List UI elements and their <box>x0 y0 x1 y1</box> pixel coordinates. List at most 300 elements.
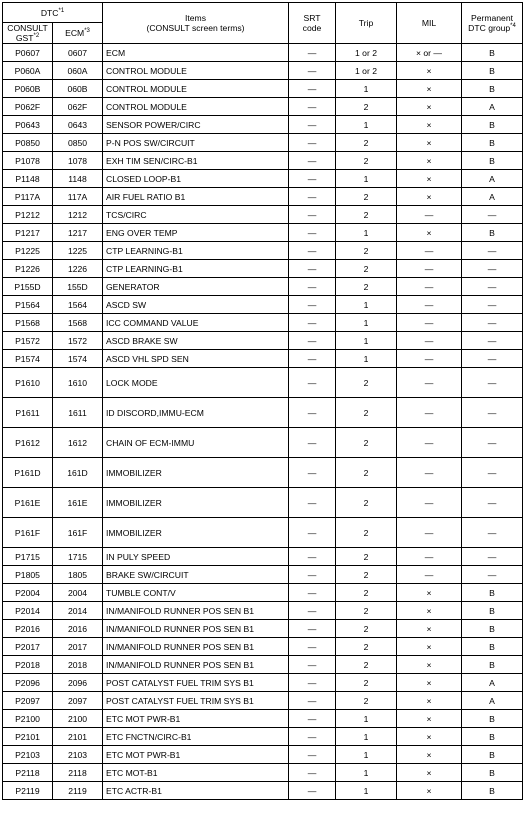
consult-gst-cell: P1212 <box>3 206 53 224</box>
trip-cell: 1 <box>336 728 397 746</box>
srt-code-cell: — <box>289 518 336 548</box>
srt-code-cell: — <box>289 98 336 116</box>
table-row <box>3 332 523 350</box>
consult-gst-cell: P1572 <box>3 332 53 350</box>
trip-cell: 2 <box>336 458 397 488</box>
mil-cell: × <box>397 152 462 170</box>
trip-header: Trip <box>336 3 397 44</box>
consult-gst-cell: P161F <box>3 518 53 548</box>
table-row <box>3 170 523 188</box>
mil-cell: × <box>397 98 462 116</box>
srt-code-cell: — <box>289 656 336 674</box>
srt-code-cell: — <box>289 152 336 170</box>
permanent-dtc-group-cell: — <box>462 566 523 584</box>
consult-gst-cell: P2014 <box>3 602 53 620</box>
ecm-code-cell: 2097 <box>53 692 103 710</box>
ecm-code-cell: 1564 <box>53 296 103 314</box>
srt-code-cell: — <box>289 458 336 488</box>
trip-cell: 1 <box>336 80 397 98</box>
consult-gst-cell: P2100 <box>3 710 53 728</box>
consult-gst-cell: P2004 <box>3 584 53 602</box>
mil-cell: — <box>397 458 462 488</box>
consult-gst-cell: P0850 <box>3 134 53 152</box>
srt-code-cell: — <box>289 116 336 134</box>
permanent-dtc-group-cell: B <box>462 80 523 98</box>
ecm-code-cell: 2100 <box>53 710 103 728</box>
consult-gst-cell: P2103 <box>3 746 53 764</box>
consult-gst-cell: P1805 <box>3 566 53 584</box>
mil-cell: × <box>397 188 462 206</box>
consult-gst-cell: P2101 <box>3 728 53 746</box>
mil-cell: × or — <box>397 44 462 62</box>
consult-gst-cell: P0607 <box>3 44 53 62</box>
item-cell: ETC FNCTN/CIRC-B1 <box>103 728 289 746</box>
permanent-dtc-group-cell: B <box>462 782 523 800</box>
mil-cell: × <box>397 746 462 764</box>
mil-cell: — <box>397 314 462 332</box>
trip-cell: 2 <box>336 656 397 674</box>
permanent-dtc-group-cell: — <box>462 518 523 548</box>
mil-cell: — <box>397 428 462 458</box>
consult-gst-cell: P2119 <box>3 782 53 800</box>
ecm-code-cell: 2118 <box>53 764 103 782</box>
trip-cell: 2 <box>336 602 397 620</box>
ecm-code-cell: 0607 <box>53 44 103 62</box>
trip-cell: 1 <box>336 746 397 764</box>
ecm-code-cell: 060B <box>53 80 103 98</box>
permanent-dtc-group-cell: — <box>462 368 523 398</box>
permanent-dtc-group-cell: A <box>462 692 523 710</box>
item-cell: IN PULY SPEED <box>103 548 289 566</box>
srt-code-cell: — <box>289 548 336 566</box>
table-row <box>3 764 523 782</box>
trip-cell: 2 <box>336 548 397 566</box>
item-cell: IMMOBILIZER <box>103 458 289 488</box>
mil-cell: — <box>397 242 462 260</box>
mil-cell: — <box>397 296 462 314</box>
item-cell: BRAKE SW/CIRCUIT <box>103 566 289 584</box>
consult-gst-cell: P2017 <box>3 638 53 656</box>
srt-code-cell: — <box>289 80 336 98</box>
ecm-code-cell: 1217 <box>53 224 103 242</box>
srt-code-cell: — <box>289 62 336 80</box>
trip-cell: 1 <box>336 350 397 368</box>
mil-cell: × <box>397 656 462 674</box>
srt-code-cell: — <box>289 170 336 188</box>
mil-cell: × <box>397 710 462 728</box>
srt-code-cell: — <box>289 782 336 800</box>
srt-code-cell: — <box>289 746 336 764</box>
permanent-dtc-group-cell: A <box>462 188 523 206</box>
trip-cell: 1 or 2 <box>336 44 397 62</box>
ecm-code-cell: 1226 <box>53 260 103 278</box>
table-row <box>3 548 523 566</box>
mil-cell: — <box>397 368 462 398</box>
permanent-dtc-group-cell: B <box>462 116 523 134</box>
mil-cell: — <box>397 566 462 584</box>
srt-code-cell: — <box>289 398 336 428</box>
srt-code-cell: — <box>289 224 336 242</box>
table-header <box>3 3 523 44</box>
trip-cell: 2 <box>336 638 397 656</box>
srt-code-cell: — <box>289 188 336 206</box>
permanent-dtc-group-cell: — <box>462 398 523 428</box>
consult-gst-cell: P1568 <box>3 314 53 332</box>
consult-gst-cell: P1078 <box>3 152 53 170</box>
ecm-code-cell: 2119 <box>53 782 103 800</box>
mil-cell: × <box>397 80 462 98</box>
item-cell: ENG OVER TEMP <box>103 224 289 242</box>
table-row <box>3 152 523 170</box>
consult-gst-cell: P155D <box>3 278 53 296</box>
item-cell: EXH TIM SEN/CIRC-B1 <box>103 152 289 170</box>
table-row <box>3 98 523 116</box>
table-row <box>3 428 523 458</box>
mil-cell: × <box>397 782 462 800</box>
consult-gst-cell: P2097 <box>3 692 53 710</box>
item-cell: IN/MANIFOLD RUNNER POS SEN B1 <box>103 620 289 638</box>
mil-cell: × <box>397 134 462 152</box>
trip-cell: 1 <box>336 296 397 314</box>
trip-cell: 2 <box>336 98 397 116</box>
mil-cell: — <box>397 548 462 566</box>
srt-code-cell: — <box>289 332 336 350</box>
table-row <box>3 206 523 224</box>
item-cell: P-N POS SW/CIRCUIT <box>103 134 289 152</box>
permanent-dtc-group-cell: — <box>462 314 523 332</box>
item-cell: TCS/CIRC <box>103 206 289 224</box>
srt-header: SRT code <box>289 3 336 44</box>
permanent-dtc-group-cell: B <box>462 638 523 656</box>
table-row <box>3 188 523 206</box>
trip-cell: 2 <box>336 152 397 170</box>
ecm-code-cell: 2018 <box>53 656 103 674</box>
ecm-code-cell: 1612 <box>53 428 103 458</box>
trip-cell: 2 <box>336 188 397 206</box>
ecm-code-cell: 1078 <box>53 152 103 170</box>
mil-cell: — <box>397 260 462 278</box>
srt-code-cell: — <box>289 710 336 728</box>
trip-cell: 2 <box>336 620 397 638</box>
mil-cell: — <box>397 518 462 548</box>
permanent-dtc-group-cell: B <box>462 656 523 674</box>
permanent-dtc-group-header: Permanent DTC group$^{*4}$ <box>462 3 523 44</box>
trip-cell: 1 <box>336 170 397 188</box>
trip-cell: 2 <box>336 368 397 398</box>
trip-cell: 1 <box>336 764 397 782</box>
mil-cell: × <box>397 62 462 80</box>
permanent-dtc-group-cell: — <box>462 278 523 296</box>
ecm-code-cell: 161D <box>53 458 103 488</box>
consult-gst-cell: P060B <box>3 80 53 98</box>
trip-cell: 2 <box>336 278 397 296</box>
permanent-dtc-group-cell: — <box>462 332 523 350</box>
permanent-dtc-group-cell: — <box>462 296 523 314</box>
mil-cell: × <box>397 764 462 782</box>
trip-cell: 2 <box>336 488 397 518</box>
mil-cell: — <box>397 206 462 224</box>
trip-cell: 2 <box>336 260 397 278</box>
dtc-header: DTC$^{*1}$ <box>3 3 103 23</box>
consult-gst-cell: P1612 <box>3 428 53 458</box>
table-row <box>3 368 523 398</box>
mil-cell: — <box>397 350 462 368</box>
srt-code-cell: — <box>289 584 336 602</box>
trip-cell: 1 <box>336 116 397 134</box>
item-cell: ETC MOT-B1 <box>103 764 289 782</box>
srt-code-cell: — <box>289 260 336 278</box>
table-row <box>3 746 523 764</box>
consult-gst-cell: P1715 <box>3 548 53 566</box>
trip-cell: 2 <box>336 428 397 458</box>
item-cell: SENSOR POWER/CIRC <box>103 116 289 134</box>
ecm-code-cell: 117A <box>53 188 103 206</box>
ecm-code-cell: 060A <box>53 62 103 80</box>
item-cell: CTP LEARNING-B1 <box>103 260 289 278</box>
consult-gst-cell: P1226 <box>3 260 53 278</box>
table-row <box>3 116 523 134</box>
srt-code-cell: — <box>289 602 336 620</box>
table-row <box>3 242 523 260</box>
trip-cell: 1 <box>336 782 397 800</box>
ecm-code-cell: 1148 <box>53 170 103 188</box>
item-cell: POST CATALYST FUEL TRIM SYS B1 <box>103 692 289 710</box>
trip-cell: 2 <box>336 584 397 602</box>
table-row <box>3 134 523 152</box>
mil-cell: × <box>397 620 462 638</box>
items-header: Items (CONSULT screen terms) <box>103 3 289 44</box>
mil-cell: × <box>397 170 462 188</box>
mil-cell: — <box>397 332 462 350</box>
permanent-dtc-group-cell: B <box>462 62 523 80</box>
table-row <box>3 488 523 518</box>
mil-cell: × <box>397 728 462 746</box>
table-row <box>3 584 523 602</box>
trip-cell: 2 <box>336 242 397 260</box>
srt-code-cell: — <box>289 242 336 260</box>
consult-gst-cell: P0643 <box>3 116 53 134</box>
mil-cell: × <box>397 224 462 242</box>
srt-code-cell: — <box>289 368 336 398</box>
permanent-dtc-group-cell: — <box>462 548 523 566</box>
item-cell: TUMBLE CONT/V <box>103 584 289 602</box>
trip-cell: 2 <box>336 518 397 548</box>
ecm-code-cell: 062F <box>53 98 103 116</box>
table-row <box>3 44 523 62</box>
permanent-dtc-group-cell: B <box>462 224 523 242</box>
trip-cell: 2 <box>336 134 397 152</box>
item-cell: CTP LEARNING-B1 <box>103 242 289 260</box>
trip-cell: 2 <box>336 692 397 710</box>
table-row <box>3 674 523 692</box>
item-cell: ASCD BRAKE SW <box>103 332 289 350</box>
trip-cell: 1 <box>336 314 397 332</box>
mil-cell: × <box>397 674 462 692</box>
ecm-code-cell: 0643 <box>53 116 103 134</box>
srt-code-cell: — <box>289 620 336 638</box>
consult-gst-cell: P1574 <box>3 350 53 368</box>
permanent-dtc-group-cell: — <box>462 488 523 518</box>
consult-gst-header: CONSULT GST$^{*2}$ <box>3 23 53 44</box>
permanent-dtc-group-cell: — <box>462 350 523 368</box>
ecm-code-cell: 2016 <box>53 620 103 638</box>
ecm-code-cell: 1610 <box>53 368 103 398</box>
consult-gst-cell: P2016 <box>3 620 53 638</box>
item-cell: ETC MOT PWR-B1 <box>103 746 289 764</box>
item-cell: AIR FUEL RATIO B1 <box>103 188 289 206</box>
consult-gst-cell: P161D <box>3 458 53 488</box>
mil-cell: — <box>397 278 462 296</box>
permanent-dtc-group-cell: B <box>462 620 523 638</box>
permanent-dtc-group-cell: — <box>462 458 523 488</box>
trip-cell: 1 <box>336 224 397 242</box>
consult-gst-cell: P2118 <box>3 764 53 782</box>
permanent-dtc-group-cell: A <box>462 98 523 116</box>
table-row <box>3 656 523 674</box>
mil-cell: × <box>397 638 462 656</box>
table-row <box>3 620 523 638</box>
permanent-dtc-group-cell: — <box>462 260 523 278</box>
consult-gst-cell: P2018 <box>3 656 53 674</box>
mil-cell: × <box>397 116 462 134</box>
srt-code-cell: — <box>289 638 336 656</box>
table-row <box>3 224 523 242</box>
item-cell: IN/MANIFOLD RUNNER POS SEN B1 <box>103 602 289 620</box>
item-cell: ID DISCORD,IMMU-ECM <box>103 398 289 428</box>
permanent-dtc-group-cell: B <box>462 44 523 62</box>
trip-cell: 1 <box>336 710 397 728</box>
consult-gst-cell: P060A <box>3 62 53 80</box>
table-row <box>3 278 523 296</box>
srt-code-cell: — <box>289 296 336 314</box>
permanent-dtc-group-cell: B <box>462 584 523 602</box>
consult-gst-cell: P1611 <box>3 398 53 428</box>
ecm-code-cell: 1715 <box>53 548 103 566</box>
mil-cell: × <box>397 692 462 710</box>
table-body <box>3 44 523 800</box>
ecm-code-cell: 1574 <box>53 350 103 368</box>
ecm-code-cell: 2103 <box>53 746 103 764</box>
item-cell: ETC ACTR-B1 <box>103 782 289 800</box>
table-row <box>3 62 523 80</box>
ecm-code-cell: 1568 <box>53 314 103 332</box>
table-row <box>3 728 523 746</box>
consult-gst-cell: P1217 <box>3 224 53 242</box>
item-cell: ICC COMMAND VALUE <box>103 314 289 332</box>
srt-code-cell: — <box>289 350 336 368</box>
srt-code-cell: — <box>289 206 336 224</box>
consult-gst-cell: P117A <box>3 188 53 206</box>
srt-code-cell: — <box>289 314 336 332</box>
permanent-dtc-group-cell: B <box>462 602 523 620</box>
item-cell: CLOSED LOOP-B1 <box>103 170 289 188</box>
permanent-dtc-group-cell: — <box>462 428 523 458</box>
consult-gst-cell: P062F <box>3 98 53 116</box>
permanent-dtc-group-cell: — <box>462 206 523 224</box>
table-row <box>3 296 523 314</box>
table-row <box>3 260 523 278</box>
permanent-dtc-group-cell: B <box>462 710 523 728</box>
permanent-dtc-group-cell: — <box>462 242 523 260</box>
srt-code-cell: — <box>289 134 336 152</box>
permanent-dtc-group-cell: A <box>462 170 523 188</box>
ecm-code-cell: 2096 <box>53 674 103 692</box>
trip-cell: 1 <box>336 332 397 350</box>
ecm-header: ECM$^{*3}$ <box>53 23 103 44</box>
item-cell: CONTROL MODULE <box>103 80 289 98</box>
item-cell: LOCK MODE <box>103 368 289 398</box>
ecm-code-cell: 1611 <box>53 398 103 428</box>
table-row <box>3 710 523 728</box>
permanent-dtc-group-cell: B <box>462 764 523 782</box>
permanent-dtc-group-cell: B <box>462 746 523 764</box>
trip-cell: 1 or 2 <box>336 62 397 80</box>
ecm-code-cell: 2017 <box>53 638 103 656</box>
item-cell: IN/MANIFOLD RUNNER POS SEN B1 <box>103 656 289 674</box>
trip-cell: 2 <box>336 398 397 428</box>
ecm-code-cell: 2014 <box>53 602 103 620</box>
trip-cell: 2 <box>336 566 397 584</box>
consult-gst-cell: P161E <box>3 488 53 518</box>
ecm-code-cell: 161F <box>53 518 103 548</box>
table-row <box>3 602 523 620</box>
dtc-table-container <box>2 2 523 800</box>
srt-code-cell: — <box>289 728 336 746</box>
table-row <box>3 566 523 584</box>
table-row <box>3 80 523 98</box>
item-cell: ETC MOT PWR-B1 <box>103 710 289 728</box>
item-cell: IN/MANIFOLD RUNNER POS SEN B1 <box>103 638 289 656</box>
mil-header: MIL <box>397 3 462 44</box>
table-row <box>3 398 523 428</box>
table-row <box>3 314 523 332</box>
srt-code-cell: — <box>289 692 336 710</box>
item-cell: CONTROL MODULE <box>103 62 289 80</box>
ecm-code-cell: 2004 <box>53 584 103 602</box>
item-cell: GENERATOR <box>103 278 289 296</box>
item-cell: ASCD VHL SPD SEN <box>103 350 289 368</box>
mil-cell: × <box>397 584 462 602</box>
ecm-code-cell: 1572 <box>53 332 103 350</box>
consult-gst-cell: P1225 <box>3 242 53 260</box>
permanent-dtc-group-cell: B <box>462 728 523 746</box>
item-cell: IMMOBILIZER <box>103 518 289 548</box>
trip-cell: 2 <box>336 674 397 692</box>
item-cell: IMMOBILIZER <box>103 488 289 518</box>
trip-cell: 2 <box>336 206 397 224</box>
ecm-code-cell: 1212 <box>53 206 103 224</box>
table-row <box>3 638 523 656</box>
table-row <box>3 458 523 488</box>
mil-cell: — <box>397 488 462 518</box>
ecm-code-cell: 155D <box>53 278 103 296</box>
table-row <box>3 692 523 710</box>
item-cell: ASCD SW <box>103 296 289 314</box>
consult-gst-cell: P1610 <box>3 368 53 398</box>
mil-cell: — <box>397 398 462 428</box>
permanent-dtc-group-cell: B <box>462 152 523 170</box>
table-row <box>3 782 523 800</box>
dtc-table <box>2 2 523 800</box>
ecm-code-cell: 2101 <box>53 728 103 746</box>
srt-code-cell: — <box>289 428 336 458</box>
srt-code-cell: — <box>289 764 336 782</box>
ecm-code-cell: 1805 <box>53 566 103 584</box>
consult-gst-cell: P2096 <box>3 674 53 692</box>
ecm-code-cell: 1225 <box>53 242 103 260</box>
srt-code-cell: — <box>289 278 336 296</box>
item-cell: CHAIN OF ECM-IMMU <box>103 428 289 458</box>
